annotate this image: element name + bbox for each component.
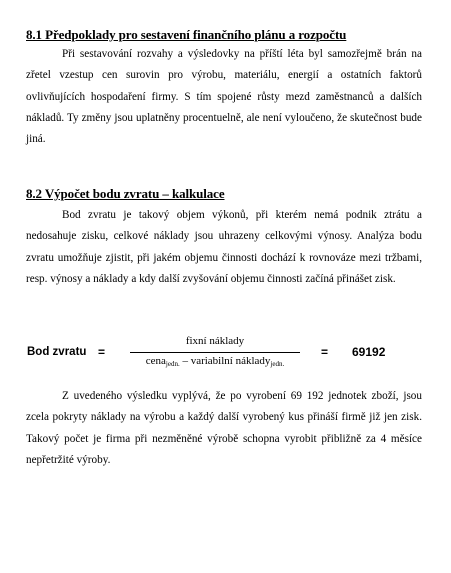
formula-label: Bod zvratu <box>27 346 87 358</box>
formula-result: 69192 <box>352 345 386 359</box>
formula-equals-sign-result: = <box>321 345 329 359</box>
formula-equals-sign: = <box>98 345 106 359</box>
section-heading-8-2: 8.2 Výpočet bodu zvratu – kalkulace <box>26 186 225 201</box>
conclusion-paragraph: Z uvedeného výsledku vyplývá, že po vyrobení 69 192 jednotek zboží, jsou zcela pokryty náklady na výrobu a každý další vyrobený kus přináší firmě již jen zisk. Takový počet je firma při nezměněné výrobě schopna vyrobit přibližně za 4 měsíce nepřetržité výroby. <box>26 390 422 466</box>
section-heading-8-1: 8.1 Předpoklady pro sestavení finančního plánu a rozpočtu <box>26 27 347 42</box>
denominator-price-subscript: jedn. <box>165 360 180 368</box>
break-even-formula <box>0 330 451 374</box>
formula-denominator <box>118 355 312 368</box>
formula-numerator: fixní náklady <box>185 335 245 347</box>
section-paragraph-8-2: Bod zvratu je takový objem výkonů, při kterém nemá podnik ztrátu a nedosahuje zisku, celkové náklady jsou uhrazeny celkovými výnosy. Analýza bodu zvratu umožňuje zjistit, při jakém objemu činnosti dochází k rovnováze mezi tržbami, resp. výnosy a náklady a kdy další zvyšování objemu činnosti začíná přinášet zisk. <box>26 209 422 285</box>
denominator-variable-costs: – variabilní náklady <box>179 355 271 367</box>
denominator-price: cena <box>145 355 166 367</box>
fraction-bar <box>130 352 300 353</box>
denominator-variable-subscript: jedn. <box>270 360 285 368</box>
section-paragraph-8-1: Při sestavování rozvahy a výsledovky na příští léta byl samozřejmě brán na zřetel vzestup cen surovin pro výrobu, materiálu, energií a ostatních faktorů ovlivňujících hospodaření firmy. S tím spojené růsty mezd zaměstnanců a dalších nákladů. Ty změny jsou uplatněny procentuelně, ale není vyloučeno, že skutečnost bude jiná. <box>26 48 422 146</box>
